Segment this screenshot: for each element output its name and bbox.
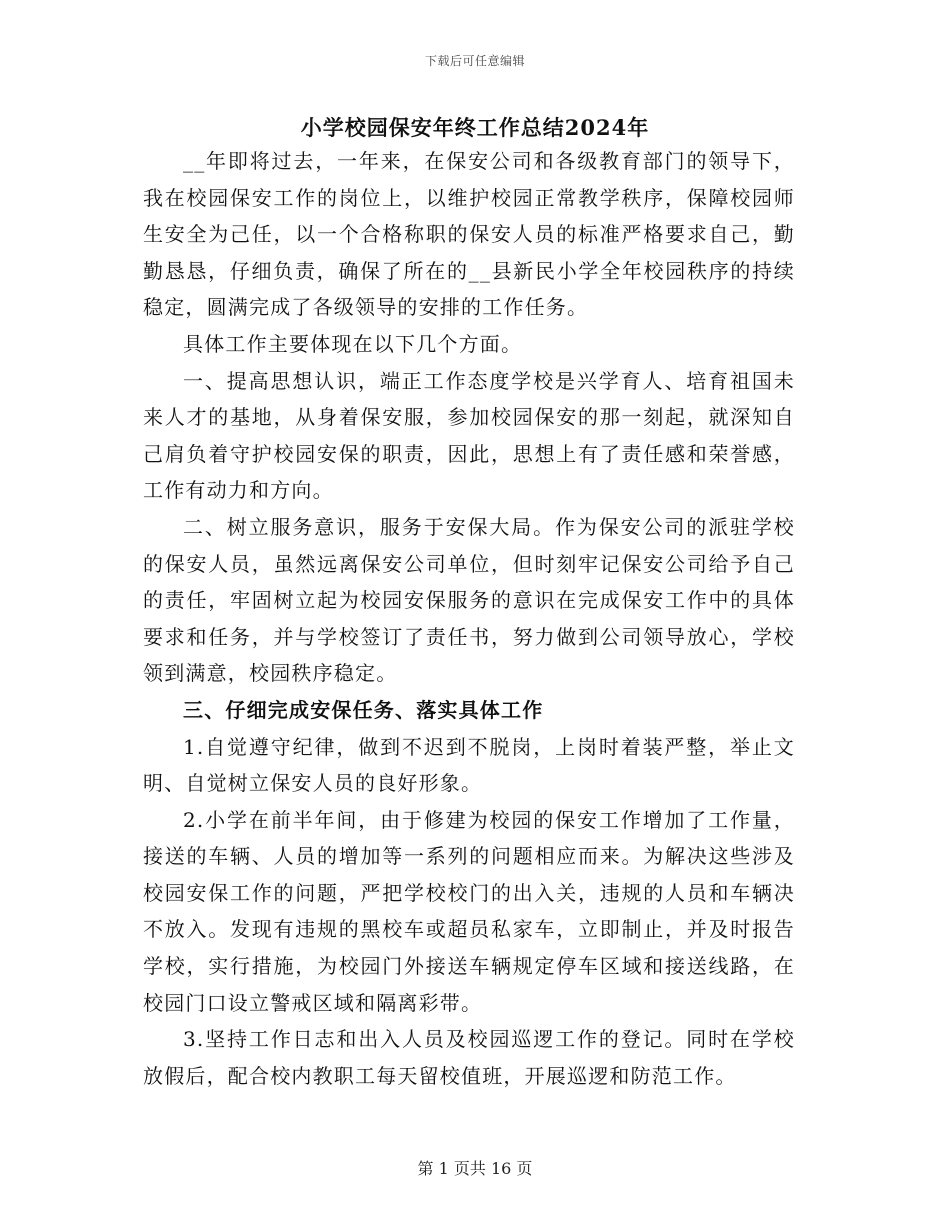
paragraph-section-two: 二、树立服务意识，服务于安保大局。作为保安公司的派驻学校的保安人员，虽然远离保安公司单位，但时刻牢记保安公司给予自己的责任，牢固树立起为校园安保服务的意识在完成保安工作中的具体要求和任务，并与学校签订了责任书，努力做到公司领导放心，学校领到满意，校园秩序稳定。 xyxy=(143,514,795,686)
list-item-3: 3.坚持工作日志和出入人员及校园巡逻工作的登记。同时在学校放假后，配合校内教职工每天留校值班，开展巡逻和防范工作。 xyxy=(143,1027,795,1088)
document-title: 小学校园保安年终工作总结2024年 xyxy=(300,115,650,140)
section-three-heading: 三、仔细完成安保任务、落实具体工作 xyxy=(183,697,544,722)
page-number: 第 1 页共 16 页 xyxy=(417,1159,533,1178)
paragraph-section-one: 一、提高思想认识，端正工作态度学校是兴学育人、培育祖国未来人才的基地，从身着保安服，参加校园保安的那一刻起，就深知自己肩负着守护校园安保的职责，因此，思想上有了责任感和荣誉感，工作有动力和方向。 xyxy=(143,368,795,503)
page-header-note: 下载后可任意编辑 xyxy=(424,54,525,68)
paragraph-overview: 具体工作主要体现在以下几个方面。 xyxy=(183,331,523,356)
paragraph-intro: __年即将过去，一年来，在保安公司和各级教育部门的领导下，我在校园保安工作的岗位上，以维护校园正常教学秩序，保障校园师生安全为己任，以一个合格称职的保安人员的标准严格要求自己，勤勤恳恳，仔细负责，确保了所在的__县新民小学全年校园秩序的持续稳定，圆满完成了各级领导的安排的工作任务。 xyxy=(143,149,795,320)
document-body xyxy=(143,143,795,1094)
list-item-2: 2.小学在前半年间，由于修建为校园的保安工作增加了工作量，接送的车辆、人员的增加等一系列的问题相应而来。为解决这些涉及校园安保工作的问题，严把学校校门的出入关，违规的人员和车辆决不放入。发现有违规的黑校车或超员私家车，立即制止，并及时报告学校，实行措施，为校园门外接送车辆规定停车区域和接送线路，在校园门口设立警戒区域和隔离彩带。 xyxy=(143,807,795,1015)
list-item-1: 1.自觉遵守纪律，做到不迟到不脱岗，上岗时着装严整，举止文明、自觉树立保安人员的良好形象。 xyxy=(143,734,795,796)
